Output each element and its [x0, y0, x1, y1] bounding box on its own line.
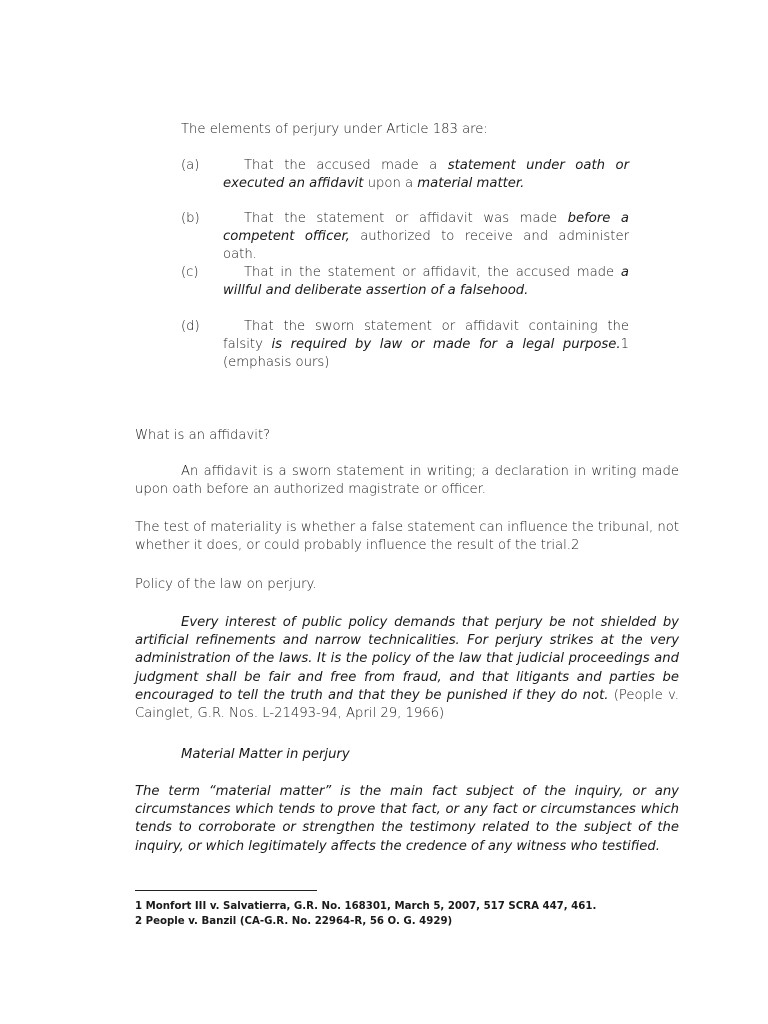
material-heading [181, 746, 350, 764]
element-b-pre: That the statement or affidavit was made [244, 211, 568, 226]
element-label-c: (c) [181, 265, 199, 280]
element-a-mid: upon a [363, 176, 418, 192]
element-d-mid: 1 (emphasis ours) [223, 337, 629, 371]
policy-paragraph [135, 614, 679, 723]
material-heading-text: Material Matter in perjury [181, 747, 350, 762]
material-definition-text: The term “material matter” is the main fact subject of the inquiry, or any circumstances which tends to prove that fact, or any fact or circumstances which tends to corroborate or strengthen the testimony related to the subject of the inquiry, or which legitimately affects the credence of any witness who testified. [135, 784, 679, 854]
footnote-1: 1 Monfort III v. Salvatierra, G.R. No. 168301, March 5, 2007, 517 SCRA 447, 461. [135, 901, 597, 912]
element-a-em: statement under oath or executed an affidavit [223, 158, 629, 192]
element-c-em: a willful and deliberate assertion of a falsehood. [223, 265, 629, 299]
policy-text: Every interest of public policy demands that perjury be not shielded by artificial refinements and narrow technicalities. For perjury strikes at the very administration of the laws. It is the policy of the law that judicial proceedings and judgment shall be fair and free from fraud, and that litigants and parties be encouraged to tell the truth and that they be punished if they do not. [135, 615, 679, 703]
elements-intro: The elements of perjury under Article 183 are: [181, 122, 488, 137]
element-d-em: is required by law or made for a legal purpose. [271, 337, 621, 353]
element-label-a: (a) [181, 158, 200, 173]
materiality-test: The test of materiality is whether a false statement can influence the tribunal, not whether it does, or could probably influence the result of the trial.2 [135, 520, 679, 554]
element-a-em2: material matter. [417, 176, 525, 192]
element-d-pre: That the sworn statement or affidavit containing the falsity [223, 319, 629, 353]
element-text-c [223, 264, 629, 300]
element-text-b [223, 210, 629, 265]
policy-citation: (People v. Cainglet, G.R. Nos. L-21493-94, April 29, 1966) [135, 687, 679, 722]
footnote-2: 2 People v. Banzil (CA-G.R. No. 22964-R, 56 O. G. 4929) [135, 916, 453, 927]
element-c-pre: That in the statement or affidavit, the accused made [244, 265, 621, 280]
material-definition [135, 783, 679, 856]
footnote-divider [135, 890, 317, 891]
policy-heading: Policy of the law on perjury. [135, 577, 317, 592]
element-text-a [223, 157, 629, 193]
element-label-b: (b) [181, 211, 200, 226]
element-a-pre: That the accused made a [244, 158, 448, 173]
element-label-d: (d) [181, 319, 200, 334]
element-b-em: before a competent officer, [223, 211, 629, 245]
affidavit-definition: An affidavit is a sworn statement in writing; a declaration in writing made upon oath before an authorized magistrate or officer. [135, 464, 679, 498]
affidavit-question: What is an affidavit? [135, 428, 271, 443]
element-text-d [223, 318, 629, 373]
element-b-mid: authorized to receive and administer oath. [223, 229, 629, 263]
